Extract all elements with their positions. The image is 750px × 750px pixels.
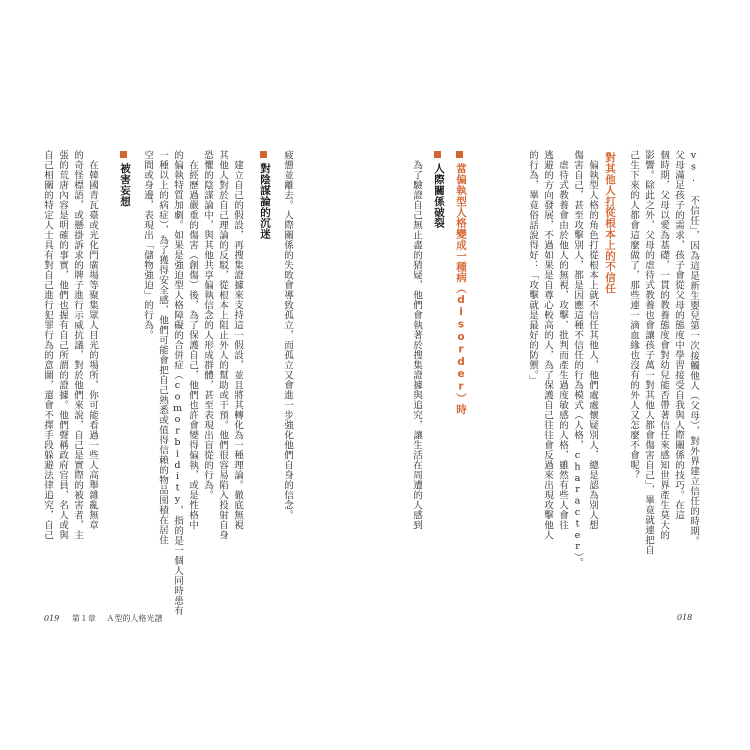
text-column: 為了驗證自己無止盡的猜疑，他們會執著於搜集證據與追究，讓生活在周遭的人感到 [411,160,422,530]
section-heading: 對其他人打從根本上的不信任 [604,152,616,294]
text-column: 恐懼的陰謀論中，與其他共享偏執信念的人形成群體，甚至表現出盲從的行為。 [202,150,213,500]
text-column: 其他人對於自己理論的反駁，從根本上阻止外人的幫助或干預。他們很容易陷入投射自身 [217,150,228,540]
text-column: 傷害自己，甚至攻擊別人，都是因應這種不信任的行為模式（人格，character）。 [572,150,583,568]
text-column: 逃避的方向發展，不過如果是自尊心較高的人，為了保護自己往往會反過來出現攻擊他人 [542,150,553,540]
section-heading: 對陰謀論的沉迷 [259,163,271,240]
section-heading: 當偏執型人格變成一種病（disorder）時 [455,163,467,415]
text-column: 一種以上的病症），為了獲得安全感，他們可能會把自己熟悉或值得信賴的物品囤積在居住 [157,150,168,546]
text-column: 虐待式教養會由於他人的無視，攻擊、批判而產生過度敏感的人格，雖然有些人會往 [557,160,568,530]
subsection-heading: 人際關係破裂 [433,163,445,229]
text-column: 己生下來的人都會這麼做了，那些連一滴血緣也沒有的外人又怎麼不會呢？ [628,150,639,480]
page-footer-left [44,613,162,624]
heading-marker [456,151,463,158]
right-body-2 [525,150,600,568]
heading-marker [434,151,441,158]
text-column: 父母滿足孩子的需求，孩子會從父母的態度中學習接受自我與人際關係的技巧。在這 [673,150,684,520]
text-column: 張的荒唐內容是明確的事實，他們也握有自己所謂的證據。他們聲稱政府官員，名人或與 [57,150,68,540]
text-column: 自己相關的特定人士具有對自己進行犯罪行為的意圖，還會不擇手段躲避法律追究，自己 [42,150,53,540]
text-column: 在韓國青瓦臺或光化門廣場等聚集眾人目光的場所，你可能看過一些人高舉雜亂無章 [87,160,98,530]
right-body-3 [409,150,424,530]
page-number-left: 019 [44,614,60,623]
left-body-2 [140,150,245,615]
heading-marker [260,151,267,158]
left-body-3 [40,150,100,540]
text-column: 的奇怪標語，或懸掛訴求的牌子進行示威抗議，對於他們來說，自己是實際的被害者，主 [72,150,83,540]
page-number-right: 018 [677,613,693,622]
heading-marker [120,151,127,158]
text-column: 建立自己的假設，再搜集證據來支持這一假設，並且將其轉化為一種理論。徹底無視 [232,160,243,530]
chapter-number: 第１章 [71,614,96,623]
left-body-1 [280,150,295,520]
text-column: 疲憊並離去。人際關係的失敗會導致孤立，而孤立又會進一步強化他們自身的信念。 [282,150,293,520]
text-column: 偏執型人格的角色打從根本上就不信任其他人，他們處處懷疑別人，總是認為別人想 [587,160,598,530]
text-column: 在經歷過嚴重的傷害（創傷）後，為了保護自己，他們也許會變得偏執，或是性格中 [187,160,198,530]
text-column: 空間或身邊，表現出「儲物強迫」的行為。 [142,150,153,340]
text-column: 個時期，父母以愛為基礎，一貫的教養態度會對幼兒能否帶著信任來感知世界產生莫大的 [658,150,669,540]
chapter-title: Ａ型的人格光譜 [106,614,163,623]
section-heading: 被害妄想 [119,163,131,207]
right-body-1 [626,150,701,555]
text-column: 影響。除此之外，父母的虐待式教養也會讓孩子萬一對其他人都會傷害自己」，畢竟就連把自 [643,150,654,556]
text-column: vs. 不信任」，因為這是新生嬰兒第一次接觸他人（父母），對外界建立信任的時期。 [688,150,699,546]
text-column: 的偏執特質加劇。如果是強迫型人格障礙的合併症（comorbidity，指的是一個人同時患有 [172,150,183,616]
text-column: 的行為，畢竟俗話說得好：「攻擊就是最好的防禦。」 [527,150,538,386]
